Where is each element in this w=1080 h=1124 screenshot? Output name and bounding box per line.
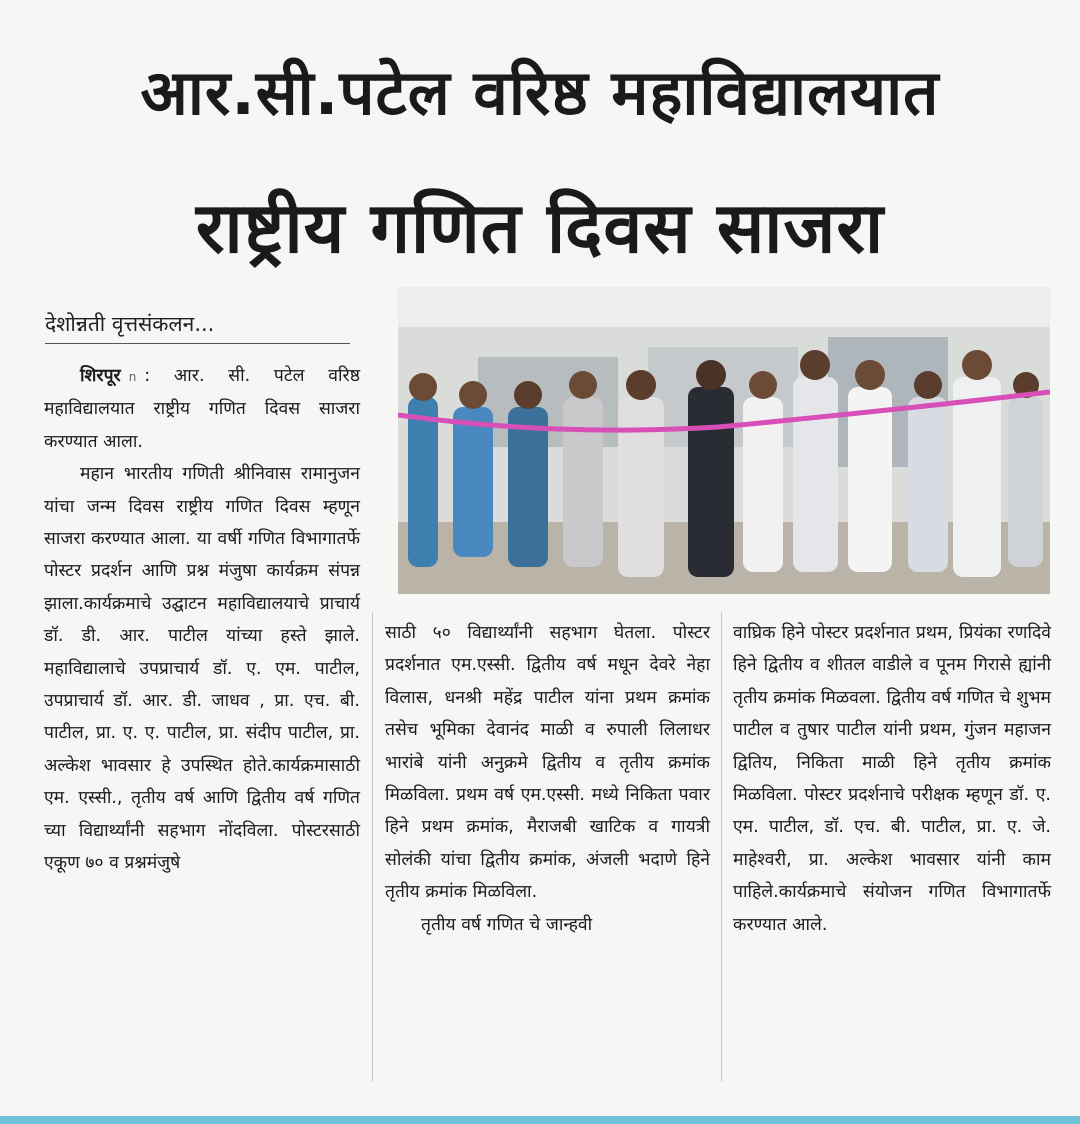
dateline-place: शिरपूर [80, 366, 121, 386]
column1-paragraph: महान भारतीय गणिती श्रीनिवास रामानुजन यांचा जन्म दिवस राष्ट्रीय गणित दिवस म्हणून साजरा करण्यात आला. या वर्षी गणित विभागातर्फे पोस्टर प्रदर्शन आणि प्रश्न मंजुषा कार्यक्रम संपन्न झाला.कार्यक्रमाचे उद्घाटन महाविद्यालयाचे प्राचार्य डॉ. डी. आर. पाटील यांच्या हस्ते झाले. महाविद्यालाचे उपप्राचार्य डॉ. ए. एम. पाटील, उपप्राचार्य डॉ. आर. डी. जाधव , प्रा. एच. बी. पाटील, प्रा. ए. ए. पाटील, प्रा. संदीप पाटील, प्रा. अल्केश भावसार हे उपस्थित होते.कार्यक्रमासाठी एम. एस्सी., तृतीय वर्ष आणि द्वितीय वर्ष गणित च्या विद्यार्थ्यांनी सहभाग नोंदविला. पोस्टरसाठी एकूण ७० व प्रश्नमंजुषे [44, 464, 360, 874]
headline-line-1: आर.सी.पटेल वरिष्ठ महाविद्यालयात [140, 56, 940, 129]
column-divider-2 [721, 612, 722, 1082]
news-photo-ribbon-cutting [398, 287, 1050, 594]
article-column-2 [385, 617, 710, 941]
photo-ceiling [398, 287, 1050, 327]
column2-paragraph-2: तृतीय वर्ष गणित चे जान्हवी [421, 914, 593, 935]
accent-strip [0, 1116, 1080, 1124]
column2-paragraph-1: साठी ५० विद्यार्थ्यांनी सहभाग घेतला. पोस्टर प्रदर्शनात एम.एस्सी. द्वितीय वर्ष मधून देवरे नेहा विलास, धनश्री महेंद्र पाटील यांना प्रथम क्रमांक तसेच भूमिका देवानंद माळी व रुपाली लिलाधर भारांबे यांनी अनुक्रमे द्वितीय व तृतीय क्रमांक मिळविला. प्रथम वर्ष एम.एस्सी. मध्ये निकिता पवार हिने प्रथम क्रमांक, मैराजबी खाटिक व गायत्री सोलंकी यांचा द्वितीय क्रमांक, अंजली भदाणे हिने तृतीय क्रमांक मिळविला. [385, 623, 710, 903]
dateline-mark: n [128, 370, 137, 384]
dateline-text: : आर. सी. पटेल वरिष्ठ महाविद्यालयात राष्ट्रीय गणित दिवस साजरा करण्यात आला. [44, 366, 360, 452]
dateline [44, 360, 360, 458]
headline-line-2: राष्ट्रीय गणित दिवस साजरा [195, 187, 885, 269]
article-column-3 [733, 617, 1051, 941]
column-divider-1 [372, 612, 373, 1082]
byline-rule [45, 343, 350, 344]
column3-paragraph-1: वाघ्रिक हिने पोस्टर प्रदर्शनात प्रथम, प्रियंका रणदिवे हिने द्वितीय व शीतल वाडीले व पूनम गिरासे ह्यांनी तृतीय क्रमांक मिळवला. द्वितीय वर्ष गणित चे शुभम पाटील व तुषार पाटील यांनी प्रथम, गुंजन महाजन द्वितिय, निकिता माळी हिने तृतीय क्रमांक मिळविला. पोस्टर प्रदर्शनाचे परीक्षक म्हणून डॉ. ए. एम. पाटील, डॉ. एच. बी. पाटील, प्रा. ए. जे. माहेश्वरी, प्रा. अल्केश भावसार यांनी काम पाहिले.कार्यक्रमाचे संयोजन गणित विभागातर्फे करण्यात आले. [733, 623, 1051, 935]
article-column-1 [44, 360, 360, 880]
byline: देशोन्नती वृत्तसंकलन... [45, 312, 215, 336]
